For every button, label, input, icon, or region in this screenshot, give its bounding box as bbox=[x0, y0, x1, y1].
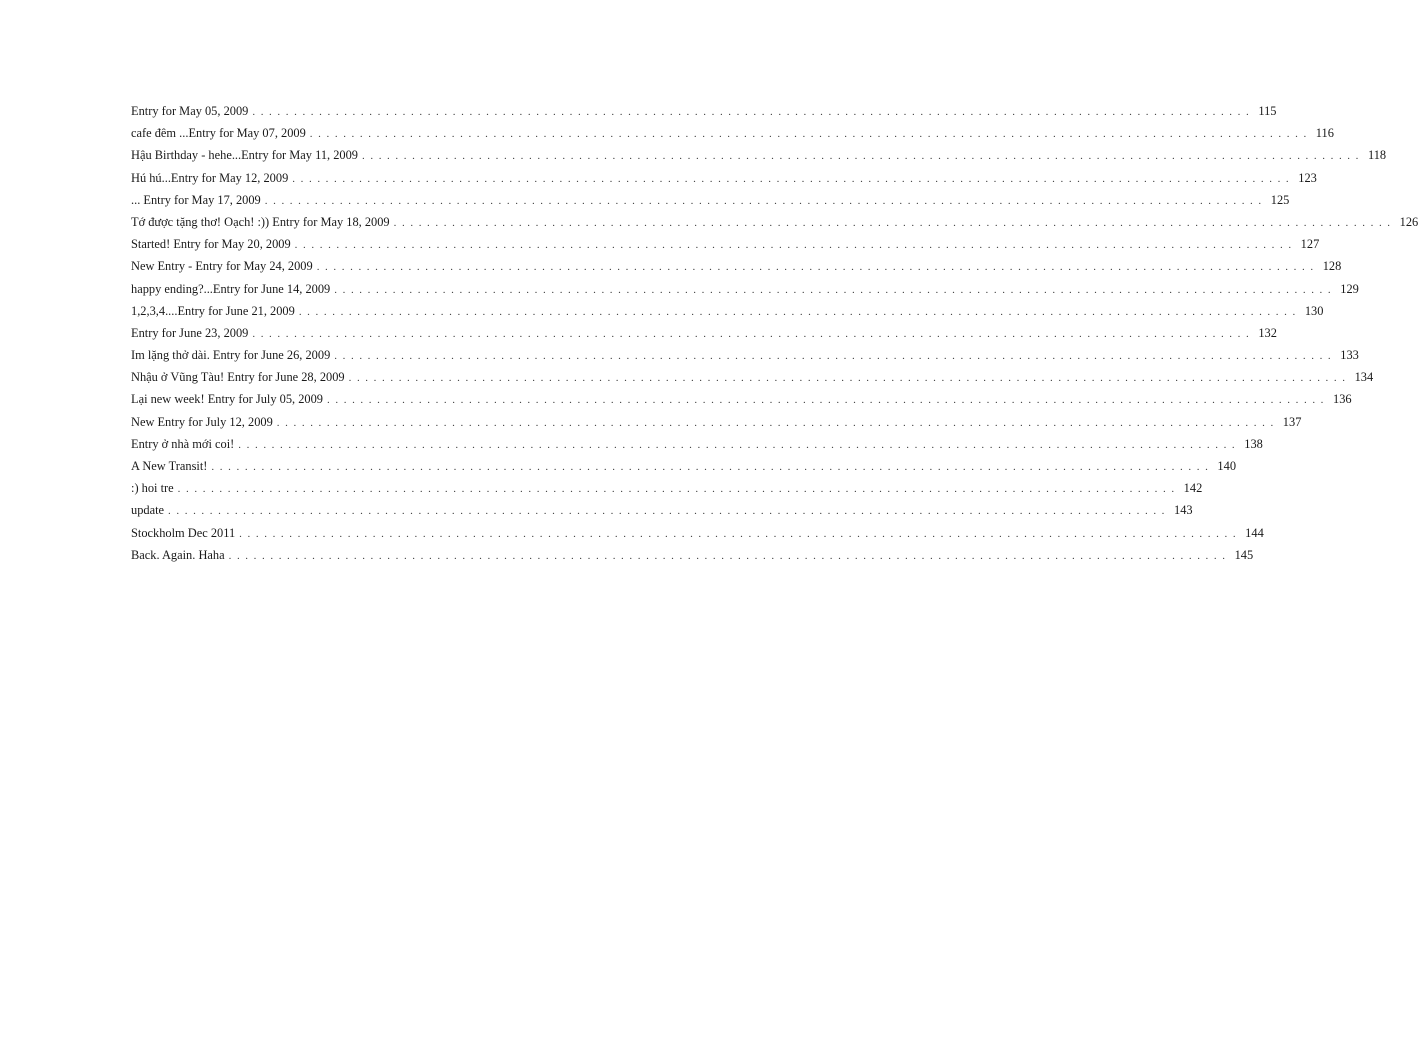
toc-page-number: 115 bbox=[1258, 104, 1277, 118]
toc-entry-title: Started! Entry for May 20, 2009 bbox=[131, 237, 291, 252]
toc-entry-title: Stockholm Dec 2011 bbox=[131, 525, 236, 540]
toc-dot-leader: ........................................................................................................................ bbox=[238, 438, 1241, 451]
toc-entry[interactable] bbox=[131, 189, 1290, 211]
toc-page-number: 140 bbox=[1217, 459, 1237, 473]
toc-page-number: 142 bbox=[1183, 481, 1203, 496]
toc-page-number: 138 bbox=[1244, 436, 1263, 451]
toc-page-number: 145 bbox=[1234, 547, 1254, 562]
toc-entry[interactable] bbox=[131, 211, 1418, 233]
toc-dot-leader: ........................................................................................................................ bbox=[316, 261, 1319, 274]
toc-page-number: 127 bbox=[1300, 237, 1320, 252]
toc-dot-leader: ........................................................................................................................ bbox=[294, 239, 1297, 252]
toc-page-number: 129 bbox=[1340, 281, 1359, 296]
toc-dot-leader: ........................................................................................................................ bbox=[177, 483, 1180, 496]
toc-dot-leader: ........................................................................................................................ bbox=[228, 549, 1231, 562]
toc-entry[interactable] bbox=[131, 255, 1342, 277]
toc-page-number: 143 bbox=[1174, 503, 1193, 518]
toc-dot-leader: ........................................................................................................................ bbox=[168, 505, 1171, 518]
toc-entry[interactable] bbox=[131, 344, 1359, 366]
toc-page-number: 130 bbox=[1304, 303, 1324, 318]
toc-entry[interactable] bbox=[131, 144, 1387, 166]
toc-dot-leader: ........................................................................................................................ bbox=[327, 394, 1330, 407]
toc-dot-leader: ........................................................................................................................ bbox=[211, 461, 1214, 473]
toc-entry[interactable] bbox=[131, 388, 1352, 410]
toc-entry[interactable] bbox=[131, 100, 1277, 122]
toc-entry[interactable] bbox=[131, 167, 1317, 189]
toc-entry[interactable] bbox=[131, 122, 1334, 144]
toc-page-number: 123 bbox=[1298, 170, 1317, 185]
toc-dot-leader: ........................................................................................................................ bbox=[292, 172, 1295, 185]
toc-entry-title: Nhậu ở Vũng Tàu! Entry for June 28, 2009 bbox=[131, 370, 345, 385]
toc-entry-title: New Entry for July 12, 2009 bbox=[131, 414, 273, 429]
toc-entry-title: Back. Again. Haha bbox=[131, 547, 225, 562]
toc-entry[interactable] bbox=[131, 544, 1254, 566]
toc-page-number: 118 bbox=[1368, 148, 1387, 163]
toc-dot-leader: ........................................................................................................................ bbox=[276, 416, 1279, 429]
toc-entry[interactable] bbox=[131, 433, 1263, 455]
toc-entry-title: ... Entry for May 17, 2009 bbox=[131, 192, 261, 207]
toc-entry-title: New Entry - Entry for May 24, 2009 bbox=[131, 259, 313, 274]
toc-entry-title: Entry for May 05, 2009 bbox=[131, 104, 249, 118]
toc-entry-title: 1,2,3,4....Entry for June 21, 2009 bbox=[131, 303, 295, 318]
toc-dot-leader: ........................................................................................................................ bbox=[252, 106, 1255, 118]
toc-dot-leader: ........................................................................................................................ bbox=[334, 350, 1337, 363]
toc-page-number: 126 bbox=[1399, 214, 1418, 229]
toc-entry[interactable] bbox=[131, 300, 1324, 322]
toc-entry[interactable] bbox=[131, 366, 1374, 388]
toc-dot-leader: ........................................................................................................................ bbox=[348, 372, 1351, 385]
toc-dot-leader: ........................................................................................................................ bbox=[334, 283, 1337, 296]
toc-entry-title: Hậu Birthday - hehe...Entry for May 11, 2009 bbox=[131, 148, 358, 163]
toc-dot-leader: ........................................................................................................................ bbox=[264, 194, 1267, 207]
toc-entry-title: happy ending?...Entry for June 14, 2009 bbox=[131, 281, 331, 296]
toc-entry-title: Lại new week! Entry for July 05, 2009 bbox=[131, 392, 324, 407]
toc-entry-title: Tớ được tặng thơ! Oạch! :)) Entry for May 18, 2009 bbox=[131, 214, 390, 229]
toc-entry[interactable] bbox=[131, 411, 1302, 433]
toc-entry[interactable] bbox=[131, 455, 1237, 477]
toc-entry[interactable] bbox=[131, 477, 1203, 499]
toc-dot-leader: ........................................................................................................................ bbox=[393, 216, 1396, 229]
toc-entry[interactable] bbox=[131, 322, 1277, 344]
toc-entry-title: Hú hú...Entry for May 12, 2009 bbox=[131, 170, 289, 185]
toc-dot-leader: ........................................................................................................................ bbox=[362, 150, 1364, 163]
toc-page-number: 125 bbox=[1270, 192, 1290, 207]
toc-entry[interactable] bbox=[131, 522, 1264, 544]
toc-page-number: 128 bbox=[1322, 259, 1342, 274]
table-of-contents bbox=[131, 100, 1418, 566]
toc-page-number: 116 bbox=[1315, 126, 1334, 141]
toc-entry-title: Entry for June 23, 2009 bbox=[131, 325, 249, 340]
toc-entry[interactable] bbox=[131, 278, 1359, 300]
toc-entry-title: Im lặng thở dài. Entry for June 26, 2009 bbox=[131, 348, 331, 363]
toc-page-number: 133 bbox=[1340, 348, 1359, 363]
toc-dot-leader: ........................................................................................................................ bbox=[298, 305, 1301, 318]
toc-entry-title: Entry ở nhà mới coi! bbox=[131, 436, 235, 451]
toc-page-number: 137 bbox=[1282, 414, 1302, 429]
toc-entry-title: cafe đêm ...Entry for May 07, 2009 bbox=[131, 126, 306, 141]
toc-dot-leader: ........................................................................................................................ bbox=[309, 128, 1312, 141]
toc-entry-title: A New Transit! bbox=[131, 459, 208, 473]
toc-page-number: 144 bbox=[1245, 525, 1264, 540]
toc-page-number: 134 bbox=[1354, 370, 1374, 385]
toc-entry-title: update bbox=[131, 503, 165, 518]
toc-page-number: 136 bbox=[1333, 392, 1352, 407]
toc-dot-leader: ........................................................................................................................ bbox=[252, 327, 1255, 340]
toc-entry[interactable] bbox=[131, 233, 1320, 255]
toc-entry-title: :) hoi tre bbox=[131, 481, 174, 496]
toc-page-number: 132 bbox=[1258, 325, 1277, 340]
toc-dot-leader: ........................................................................................................................ bbox=[239, 527, 1242, 540]
toc-entry[interactable] bbox=[131, 499, 1193, 521]
